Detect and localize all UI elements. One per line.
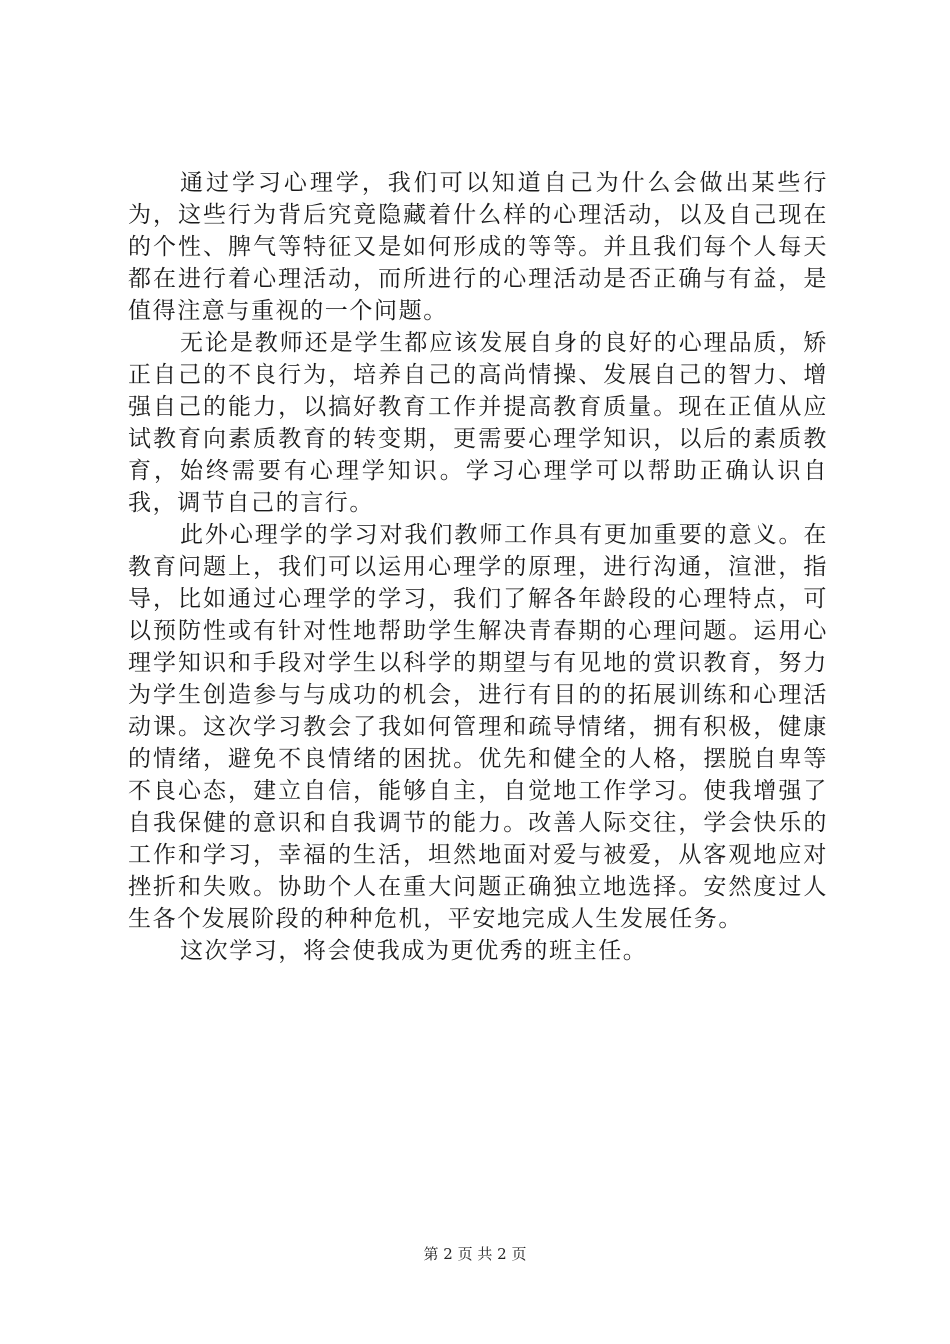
paragraph-1: 通过学习心理学，我们可以知道自己为什么会做出某些行为，这些行为背后究竟隐藏着什么样的心理活动，以及自己现在的个性、脾气等特征又是如何形成的等等。并且我们每个人每天都在进行着心理活动，而所进行的心理活动是否正确与有益，是值得注意与重视的一个问题。: [128, 170, 828, 324]
paragraph-3: 此外心理学的学习对我们教师工作具有更加重要的意义。在教育问题上，我们可以运用心理学的原理，进行沟通，渲泄，指导，比如通过心理学的学习，我们了解各年龄段的心理特点，可以预防性或有针对性地帮助学生解决青春期的心理问题。运用心理学知识和手段对学生以科学的期望与有见地的赏识教育，努力为学生创造参与与成功的机会，进行有目的的拓展训练和心理活动课。这次学习教会了我如何管理和疏导情绪，拥有积极，健康的情绪，避免不良情绪的困扰。优先和健全的人格，摆脱自卑等不良心态，建立自信，能够自主，自觉地工作学习。使我增强了自我保健的意识和自我调节的能力。改善人际交往，学会快乐的工作和学习，幸福的生活，坦然地面对爱与被爱，从客观地应对挫折和失败。协助个人在重大问题正确独立地选择。安然度过人生各个发展阶段的种种危机，平安地完成人生发展任务。: [128, 522, 828, 932]
paragraph-4: 这次学习，将会使我成为更优秀的班主任。: [180, 938, 648, 964]
paragraph-2: 无论是教师还是学生都应该发展自身的良好的心理品质，矫正自己的不良行为，培养自己的高尚情操、发展自己的智力、增强自己的能力，以搞好教育工作并提高教育质量。现在正值从应试教育向素质教育的转变期，更需要心理学知识，以后的素质教育，始终需要有心理学知识。学习心理学可以帮助正确认识自我，调节自己的言行。: [128, 330, 828, 516]
page-footer: 第 2 页 共 2 页: [423, 1245, 527, 1263]
document-body: [128, 167, 828, 967]
